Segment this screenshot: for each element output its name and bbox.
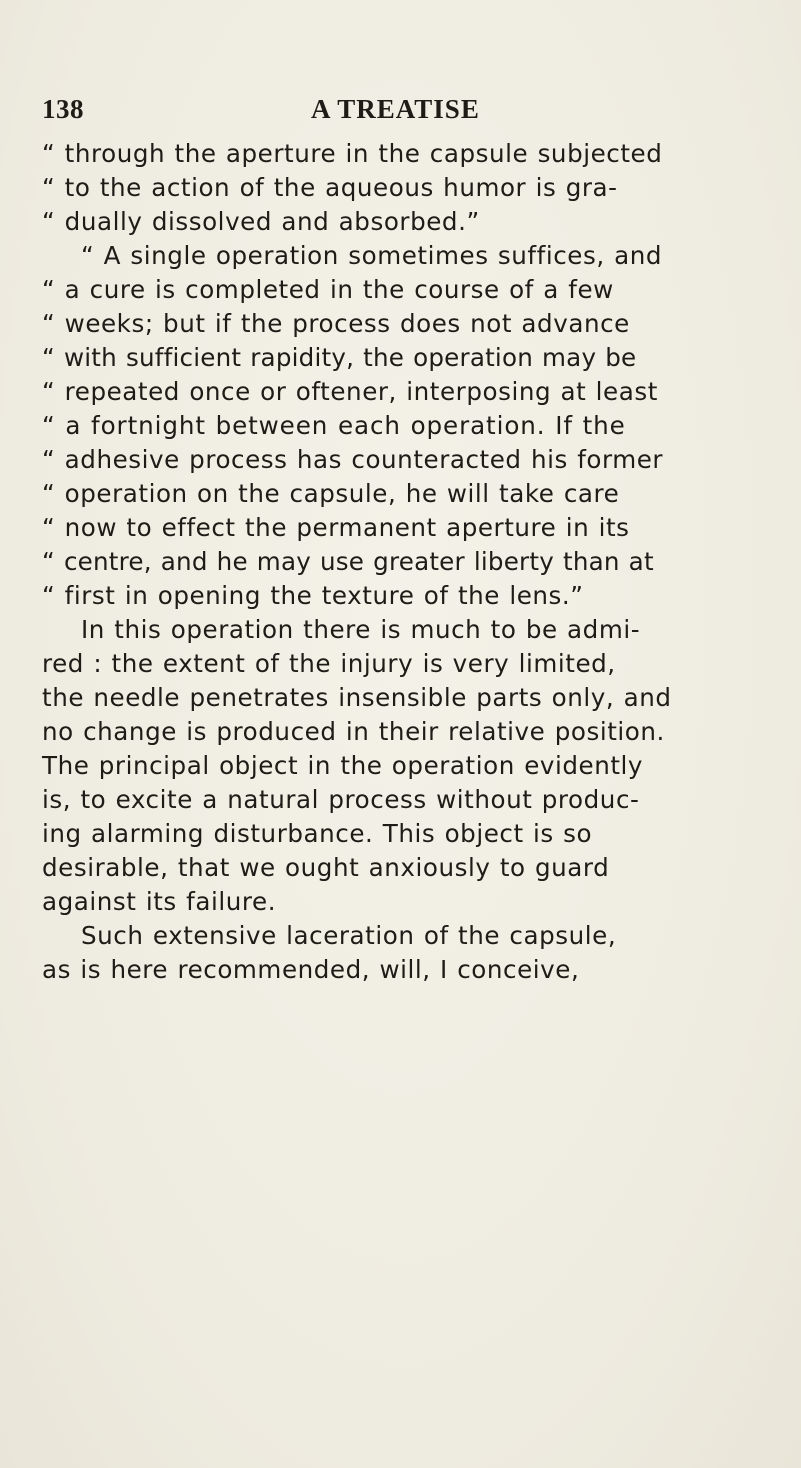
- text-line: as is here recommended, will, I conceive,: [42, 955, 580, 984]
- text-line: In this operation there is much to be admi-: [81, 615, 641, 644]
- text-line: is, to excite a natural process without produc-: [42, 785, 640, 814]
- page-header: [42, 94, 762, 134]
- body-text: [42, 137, 762, 987]
- text-line: “ centre, and he may use greater liberty than at: [42, 547, 654, 576]
- text-line: the needle penetrates insensible parts only, and: [42, 683, 672, 712]
- text-line: “ a cure is completed in the course of a few: [42, 275, 614, 304]
- text-line: “ operation on the capsule, he will take care: [42, 479, 620, 508]
- text-line: red : the extent of the injury is very limited,: [42, 649, 616, 678]
- text-line: Such extensive laceration of the capsule,: [81, 921, 617, 950]
- text-line: ing alarming disturbance. This object is so: [42, 819, 593, 848]
- text-line: “ first in opening the texture of the lens.”: [42, 581, 584, 610]
- text-line: “ a fortnight between each operation. If the: [42, 411, 626, 440]
- text-line: “ A single operation sometimes suffices, and: [81, 241, 662, 270]
- text-line: desirable, that we ought anxiously to guard: [42, 853, 610, 882]
- page-number: 138: [42, 94, 84, 124]
- text-line: “ repeated once or oftener, interposing at least: [42, 377, 658, 406]
- running-head: A TREATISE: [311, 94, 480, 124]
- text-line: “ to the action of the aqueous humor is gra-: [42, 173, 618, 202]
- text-line: “ now to effect the permanent aperture in its: [42, 513, 630, 542]
- text-line: “ weeks; but if the process does not advance: [42, 309, 630, 338]
- text-line: “ adhesive process has counteracted his former: [42, 445, 664, 474]
- text-line: The principal object in the operation evidently: [42, 751, 644, 780]
- text-line: “ dually dissolved and absorbed.”: [42, 207, 480, 236]
- text-line: “ through the aperture in the capsule subjected: [42, 139, 663, 168]
- text-line: against its failure.: [42, 887, 277, 916]
- text-line: “ with sufficient rapidity, the operation may be: [42, 343, 637, 372]
- text-line: no change is produced in their relative position.: [42, 717, 665, 746]
